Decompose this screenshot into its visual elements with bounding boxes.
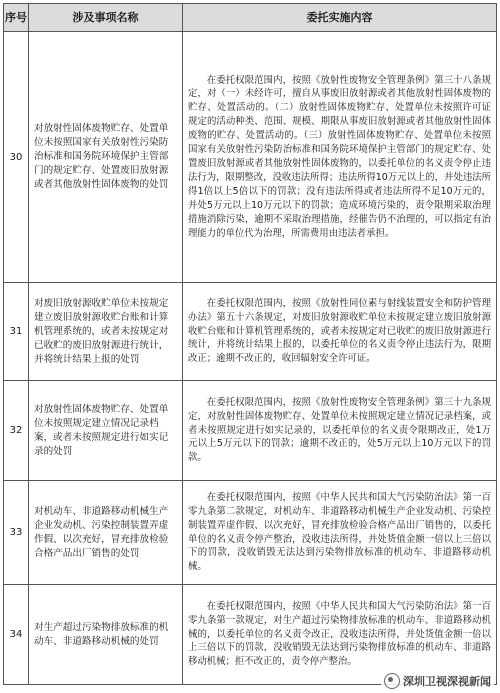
header-name: 涉及事项名称 bbox=[29, 4, 183, 32]
row-name: 对废旧放射源收贮单位未按规定建立废旧放射源收贮台账和计算机管理系统的，或者未按规定对已收贮的废旧放射源进行统计，并将统计结果上报的处罚 bbox=[29, 283, 183, 381]
table-row bbox=[4, 283, 497, 381]
delegation-table bbox=[3, 3, 497, 685]
table-row bbox=[4, 32, 497, 283]
row-num: 31 bbox=[4, 283, 29, 381]
row-content bbox=[183, 481, 497, 585]
row-content-text: 在委托权限范围内，按照《放射性同位素与射线装置安全和防护管理办法》第五十六条规定，对废旧放射源收贮单位未按规定建立废旧放射源收贮台账和计算机管理系统的，或者未按规定对已收贮的废旧放射源进行统计，并将统计结果上报的，以委托单位的名义责令停止违法行为，限期改正；逾期不改正的，收回辐射安全许可证。 bbox=[188, 297, 491, 365]
row-content bbox=[183, 585, 497, 685]
row-content bbox=[183, 381, 497, 481]
header-num: 序号 bbox=[4, 4, 29, 32]
table-header-row bbox=[4, 4, 497, 32]
row-num: 32 bbox=[4, 381, 29, 481]
row-content-text: 在委托权限范围内，按照《中华人民共和国大气污染防治法》第一百零九条第二款规定，对机动车、非道路移动机械生产企业发动机、污染控制装置弄虚作假、以次充好，冒充排放检验合格产品出厂销售的，以委托单位的名义责令停产整治，没收违法所得，并处货值金额一倍以上三倍以下的罚款，没收销毁无法达到污染物排放标准的机动车、非道路移动机械。 bbox=[188, 491, 491, 573]
watermark-text: 深圳卫视深视新闻 bbox=[403, 675, 491, 688]
table-row bbox=[4, 381, 497, 481]
row-name: 对机动车、非道路移动机械生产企业发动机、污染控制装置弄虚作假、以次充好，冒充排放检验合格产品出厂销售的处罚 bbox=[29, 481, 183, 585]
row-num: 30 bbox=[4, 32, 29, 283]
row-content-text: 在委托权限范围内，按照《放射性废物安全管理条例》第三十九条规定，对放射性固体废物贮存、处置单位未按照规定建立情况记录档案，或者未按照规定进行如实记录的，以委托单位的名义责令限期改正，处1万元以上5万元以下的罚款；逾期不改正的，处5万元以上10万元以下的罚款。 bbox=[188, 396, 491, 464]
wechat-channel-icon bbox=[384, 673, 400, 689]
row-name: 对生产超过污染物排放标准的机动车、非道路移动机械的处罚 bbox=[29, 585, 183, 685]
table-row bbox=[4, 585, 497, 685]
row-content-text: 在委托权限范围内，按照《放射性废物安全管理条例》第三十八条规定，对（一）未经许可，擅自从事废旧放射源或者其他放射性固体废物的贮存、处置活动的。（二）放射性固体废物贮存、处置单位未按照许可证规定的活动种类、范围、规模、期限从事废旧放射源或者其他放射性固体废物的贮存、处置活动的。（三）放射性固体废物贮存、处置单位未按照国家有关放射性污染防治标准和国务院环境保护主管部门的规定贮存、处置废旧放射源或者其他放射性固体废物的，以委托单位的名义责令停止违法行为，限期整改，没收违法所得；违法所得10万元以上的，并处违法所得1倍以上5倍以下的罚款；没有违法所得或者违法所得不足10万元的，并处5万元以上10万元以下的罚款；造成环境污染的，责令限期采取治理措施消除污染，逾期不采取治理措施，经催告仍不治理的，可以指定有治理能力的单位代为治理，所需费用由违法者承担。 bbox=[188, 74, 491, 239]
row-content-text: 在委托权限范围内，按照《中华人民共和国大气污染防治法》第一百零九条第一款规定，对生产超过污染物排放标准的机动车、非道路移动机械的，以委托单位的名义责令改正，没收违法所得，并处货值金额一倍以上三倍以下的罚款，没收销毁无法达到污染物排放标准的机动车、非道路移动机械；拒不改正的，责令停产整治。 bbox=[188, 600, 491, 668]
header-content: 委托实施内容 bbox=[183, 4, 497, 32]
table-row bbox=[4, 481, 497, 585]
row-content bbox=[183, 32, 497, 283]
watermark bbox=[381, 672, 494, 690]
row-num: 34 bbox=[4, 585, 29, 685]
row-num: 33 bbox=[4, 481, 29, 585]
row-content bbox=[183, 283, 497, 381]
row-name: 对放射性固体废物贮存、处置单位未按照国家有关放射性污染防治标准和国务院环境保护主管部门的规定贮存、处置废旧放射源或者其他放射性固体废物的处罚 bbox=[29, 32, 183, 283]
row-name: 对放射性固体废物贮存、处置单位未按照规定建立情况记录档案，或者未按照规定进行如实记录的处罚 bbox=[29, 381, 183, 481]
